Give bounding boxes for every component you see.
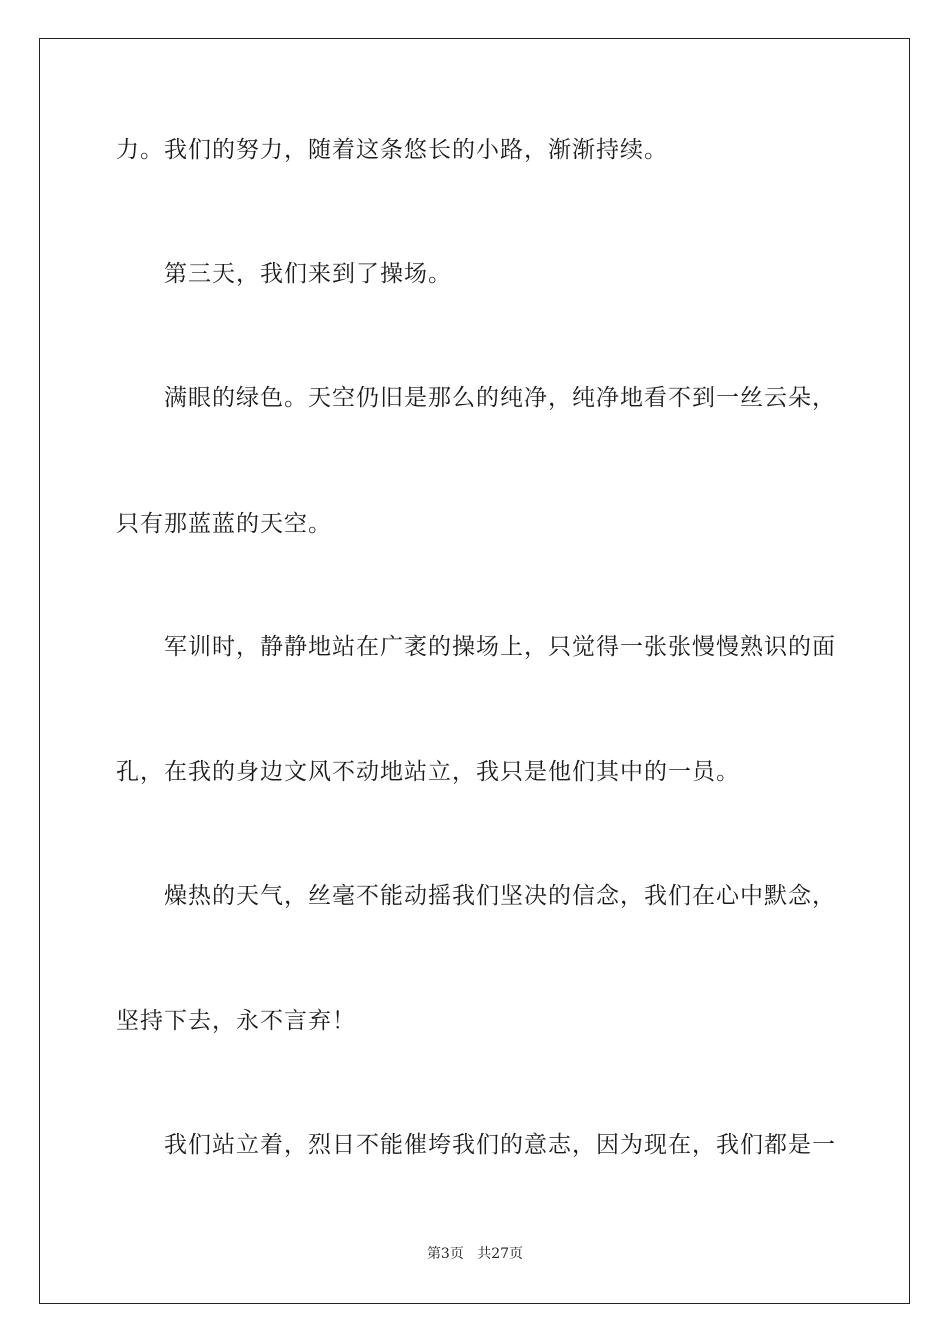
text-line-4: 只有那蓝蓝的天空。 [116, 511, 332, 537]
text-line-1: 力。我们的努力，随着这条悠长的小路，渐渐持续。 [116, 137, 668, 163]
text-line-5: 军训时，静静地站在广袤的操场上，只觉得一张张慢慢熟识的面 [164, 634, 836, 660]
text-line-2: 第三天，我们来到了操场。 [164, 261, 452, 287]
text-line-7: 燥热的天气，丝毫不能动摇我们坚决的信念，我们在心中默念， [164, 883, 836, 909]
page-footer [0, 1244, 950, 1264]
text-line-9: 我们站立着，烈日不能催垮我们的意志，因为现在，我们都是一 [164, 1132, 836, 1158]
text-line-8: 坚持下去，永不言弃！ [116, 1008, 356, 1034]
text-line-3: 满眼的绿色。天空仍旧是那么的纯净，纯净地看不到一丝云朵， [164, 385, 836, 411]
page-number: 第3页 [426, 1246, 464, 1262]
page-frame [39, 38, 910, 1304]
page-total: 共27页 [477, 1246, 524, 1262]
text-line-6: 孔，在我的身边文风不动地站立，我只是他们其中的一员。 [116, 759, 740, 785]
